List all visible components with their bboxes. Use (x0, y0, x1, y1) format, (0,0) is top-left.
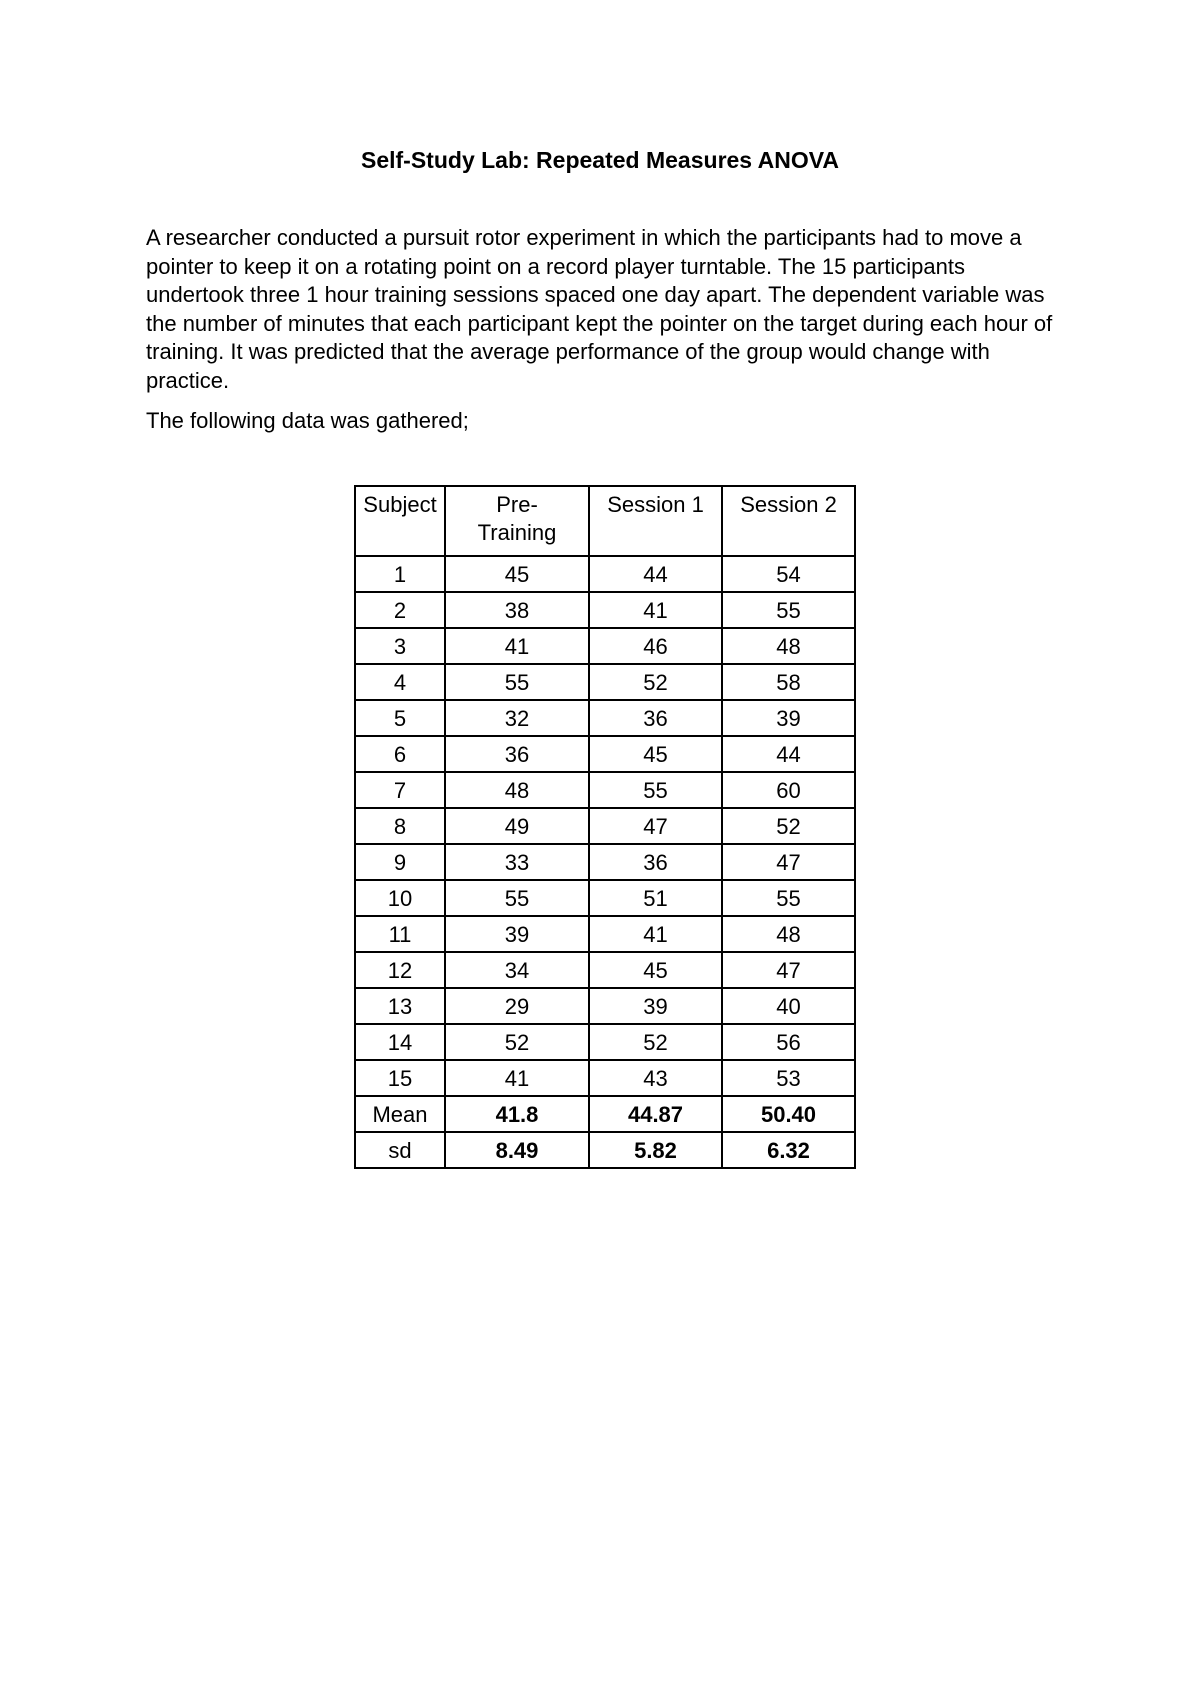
table-cell: 53 (722, 1060, 855, 1096)
table-cell: 48 (445, 772, 589, 808)
table-row-mean (355, 1096, 855, 1132)
table-cell: 11 (355, 916, 445, 952)
table-cell: 55 (722, 880, 855, 916)
table-cell: 32 (445, 700, 589, 736)
table-cell: 55 (589, 772, 722, 808)
stat-cell: 50.40 (722, 1096, 855, 1132)
table-row (355, 844, 855, 880)
table-cell: 43 (589, 1060, 722, 1096)
table-cell: 40 (722, 988, 855, 1024)
table-cell: 39 (445, 916, 589, 952)
table-row (355, 592, 855, 628)
table-cell: 39 (589, 988, 722, 1024)
table-header-row (355, 486, 855, 556)
table-row (355, 1060, 855, 1096)
document-title: Self-Study Lab: Repeated Measures ANOVA (361, 147, 839, 173)
stat-cell: 6.32 (722, 1132, 855, 1168)
table-cell: 51 (589, 880, 722, 916)
lead-paragraph: The following data was gathered; (146, 408, 469, 433)
table-cell: 44 (722, 736, 855, 772)
header-text-pre-training: Pre- Training (477, 492, 557, 545)
table-cell: 9 (355, 844, 445, 880)
table-cell: 52 (589, 1024, 722, 1060)
table-cell: 41 (589, 916, 722, 952)
table-cell: 36 (445, 736, 589, 772)
table-cell: 7 (355, 772, 445, 808)
table-cell: 54 (722, 556, 855, 592)
table-row-sd (355, 1132, 855, 1168)
table-cell: 52 (445, 1024, 589, 1060)
table-cell: 56 (722, 1024, 855, 1060)
table-cell: 60 (722, 772, 855, 808)
table-cell: 14 (355, 1024, 445, 1060)
table-cell: 1 (355, 556, 445, 592)
table-cell: 29 (445, 988, 589, 1024)
table-cell: 2 (355, 592, 445, 628)
table-cell: 34 (445, 952, 589, 988)
table-row (355, 880, 855, 916)
table-cell: 3 (355, 628, 445, 664)
table-cell: 48 (722, 628, 855, 664)
table-cell: 45 (589, 952, 722, 988)
table-row (355, 736, 855, 772)
table-row (355, 952, 855, 988)
stat-label-sd: sd (355, 1132, 445, 1168)
stat-cell: 8.49 (445, 1132, 589, 1168)
table-cell: 41 (445, 1060, 589, 1096)
table-cell: 44 (589, 556, 722, 592)
table-cell: 36 (589, 844, 722, 880)
table-cell: 52 (722, 808, 855, 844)
table-cell: 47 (722, 844, 855, 880)
header-cell-subject: Subject (355, 486, 445, 556)
table-cell: 47 (589, 808, 722, 844)
table-cell: 48 (722, 916, 855, 952)
table-cell: 45 (589, 736, 722, 772)
table-row (355, 556, 855, 592)
table-cell: 55 (722, 592, 855, 628)
stat-label-mean: Mean (355, 1096, 445, 1132)
table-cell: 38 (445, 592, 589, 628)
table-row (355, 1024, 855, 1060)
header-cell-session-1: Session 1 (589, 486, 722, 556)
table-row (355, 988, 855, 1024)
table-cell: 13 (355, 988, 445, 1024)
header-cell-session-2: Session 2 (722, 486, 855, 556)
table-row (355, 628, 855, 664)
table-cell: 52 (589, 664, 722, 700)
table-row (355, 772, 855, 808)
table-cell: 46 (589, 628, 722, 664)
intro-paragraph: A researcher conducted a pursuit rotor experiment in which the participants had to move a pointer to keep it on a rotating point on a record player turntable. The 15 participants undertook three 1 hour training sessions spaced one day apart. The dependent variable was the number of minutes that each participant kept the pointer on the target during each hour of training. It was predicted that the average performance of the group would change with practice. (146, 225, 1053, 393)
table-cell: 39 (722, 700, 855, 736)
table-cell: 36 (589, 700, 722, 736)
table-cell: 45 (445, 556, 589, 592)
table-cell: 10 (355, 880, 445, 916)
table-cell: 49 (445, 808, 589, 844)
table-cell: 12 (355, 952, 445, 988)
table-cell: 55 (445, 664, 589, 700)
table-cell: 47 (722, 952, 855, 988)
table-cell: 6 (355, 736, 445, 772)
header-cell-pre-training (445, 486, 589, 556)
table-cell: 41 (589, 592, 722, 628)
table-row (355, 700, 855, 736)
table-row (355, 664, 855, 700)
stat-cell: 5.82 (589, 1132, 722, 1168)
table-row (355, 808, 855, 844)
table-cell: 55 (445, 880, 589, 916)
table-cell: 4 (355, 664, 445, 700)
stat-cell: 41.8 (445, 1096, 589, 1132)
table-cell: 58 (722, 664, 855, 700)
data-table (354, 485, 856, 1169)
table-cell: 41 (445, 628, 589, 664)
table-cell: 33 (445, 844, 589, 880)
stat-cell: 44.87 (589, 1096, 722, 1132)
table-cell: 5 (355, 700, 445, 736)
table-cell: 8 (355, 808, 445, 844)
table-cell: 15 (355, 1060, 445, 1096)
table-row (355, 916, 855, 952)
